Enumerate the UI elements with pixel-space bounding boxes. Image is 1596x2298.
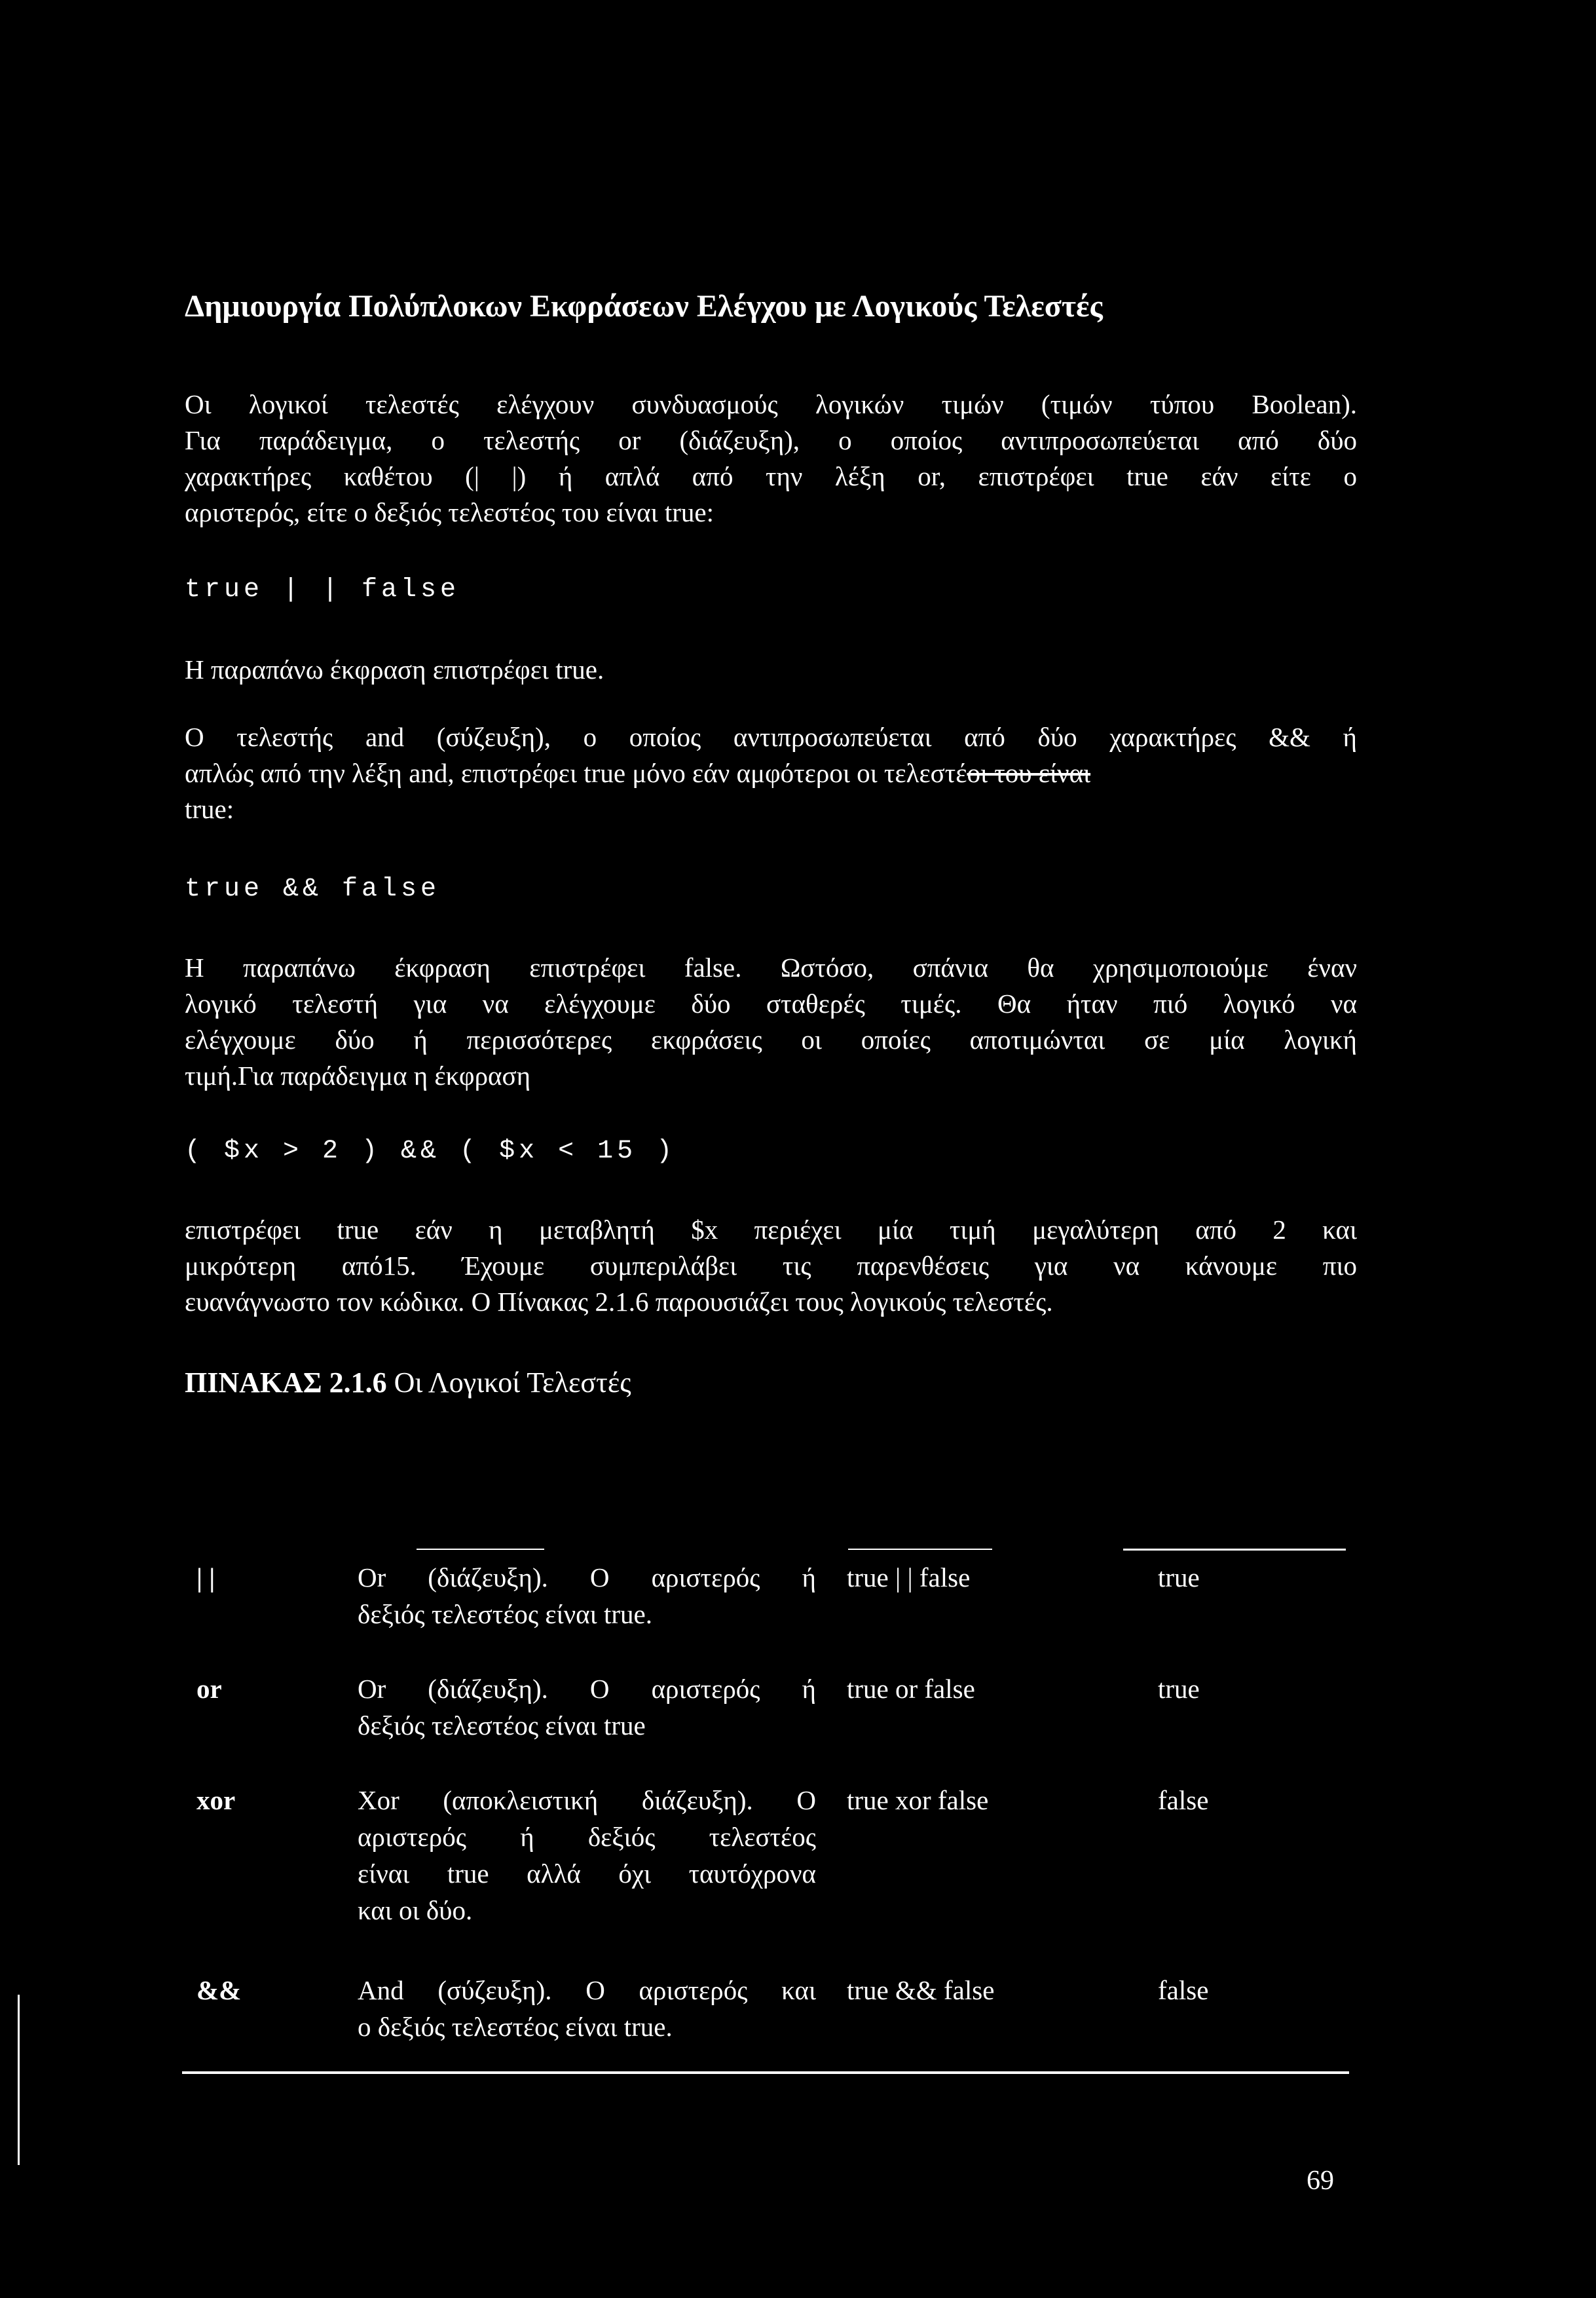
description-line: δεξιός τελεστέος είναι true xyxy=(358,1710,646,1741)
table-row-description xyxy=(358,1972,816,2045)
paragraph-line: μικρότερη από15. Έχουμε συμπεριλάβει τις παρενθέσεις για να κάνουμε πιο xyxy=(185,1251,1357,1281)
table-header-rule xyxy=(1123,1549,1346,1551)
section-heading: Δημιουργία Πολύπλοκων Εκφράσεων Ελέγχου με Λογικούς Τελεστές xyxy=(185,289,1103,324)
table-title xyxy=(185,1366,631,1399)
intro-paragraph xyxy=(185,386,1357,531)
description-line: Xor (αποκλειστική διάζευξη). Ο xyxy=(358,1785,816,1815)
paragraph-line: τιμή.Για παράδειγμα η έκφραση xyxy=(185,1061,531,1091)
description-line: αριστερός ή δεξιός τελεστέος xyxy=(358,1822,816,1852)
paragraph-line: επιστρέφει true εάν η μεταβλητή $x περιέχει μία τιμή μεγαλύτερη από 2 και xyxy=(185,1215,1357,1245)
struck-text: οι του είναι xyxy=(967,758,1091,788)
paragraph-text: απλώς από την λέξη and, επιστρέφει true μόνο εάν αμφότεροι οι xyxy=(185,758,884,788)
paragraph-line: ευανάγνωστο τον κώδικα. Ο Πίνακας 2.1.6 παρουσιάζει τους λογικούς τελεστές. xyxy=(185,1287,1053,1317)
table-row-operator: xor xyxy=(196,1785,236,1815)
paragraph-line: ελέγχουμε δύο ή περισσότερες εκφράσεις οι οποίες αποτιμώνται σε μία λογική xyxy=(185,1025,1357,1055)
description-line: είναι true αλλά όχι ταυτόχρονα xyxy=(358,1858,816,1889)
explanation-paragraph xyxy=(185,950,1357,1094)
description-line: Or (διάζευξη). Ο αριστερός ή xyxy=(358,1562,816,1592)
table-caption: Οι Λογικοί Τελεστές xyxy=(386,1366,631,1399)
table-row-description xyxy=(358,1670,816,1744)
table-row-result: true xyxy=(1158,1674,1200,1704)
paragraph-line: Για παράδειγμα, ο τελεστής or (διάζευξη), ο οποίος αντιπροσωπεύεται από δύο xyxy=(185,425,1357,455)
description-line: And (σύζευξη). Ο αριστερός και xyxy=(358,1975,816,2005)
table-row-example: true xor false xyxy=(847,1785,989,1815)
paragraph-line: λογικό τελεστή για να ελέγχουμε δύο σταθερές τιμές. Θα ήταν πιό λογικό να xyxy=(185,989,1357,1019)
table-row-operator: && xyxy=(196,1975,242,2005)
table-header-rule xyxy=(848,1549,992,1550)
table-row-result: false xyxy=(1158,1975,1209,2005)
page-number: 69 xyxy=(1307,2166,1334,2196)
table-row-operator: or xyxy=(196,1674,222,1704)
table-row-description xyxy=(358,1559,816,1632)
description-line: και οι δύο. xyxy=(358,1895,473,1925)
and-paragraph xyxy=(185,719,1357,827)
paragraph-line: Ο τελεστής and (σύζευξη), ο οποίος αντιπροσωπεύεται από δύο χαρακτήρες && ή xyxy=(185,722,1357,752)
description-line: δεξιός τελεστέος είναι true. xyxy=(358,1599,652,1629)
table-row-result: true xyxy=(1158,1562,1200,1592)
table-row-example: true or false xyxy=(847,1674,975,1704)
paragraph-line: αριστερός, είτε ο δεξιός τελεστέος του είναι true: xyxy=(185,497,714,527)
table-header-rule xyxy=(417,1549,544,1550)
code-example-range: ( $x > 2 ) && ( $x < 15 ) xyxy=(185,1137,677,1166)
table-bottom-rule xyxy=(182,2071,1349,2074)
paragraph-line: true: xyxy=(185,794,234,824)
code-example-or: true | | false xyxy=(185,575,460,605)
table-row-description xyxy=(358,1782,816,1929)
range-paragraph xyxy=(185,1212,1357,1320)
table-row-example: true | | false xyxy=(847,1562,971,1592)
margin-line xyxy=(18,1995,20,2165)
table-row-example: true && false xyxy=(847,1975,995,2005)
paragraph-line xyxy=(185,755,1357,791)
table-row-result: false xyxy=(1158,1785,1209,1815)
paragraph-line: Η παραπάνω έκφραση επιστρέφει true. xyxy=(185,654,604,685)
table-number: ΠΙΝΑΚΑΣ 2.1.6 xyxy=(185,1366,387,1399)
paragraph-line: χαρακτήρες καθέτου (| |) ή απλά από την λέξη or, επιστρέφει true εάν είτε ο xyxy=(185,461,1357,491)
description-line: Or (διάζευξη). Ο αριστερός ή xyxy=(358,1674,816,1704)
result-paragraph xyxy=(185,652,1357,688)
paragraph-text: τελεστέ xyxy=(883,758,967,788)
table-row-operator: | | xyxy=(196,1562,215,1592)
paragraph-line: Οι λογικοί τελεστές ελέγχουν συνδυασμούς λογικών τιμών (τιμών τύπου Boolean). xyxy=(185,389,1357,419)
description-line: ο δεξιός τελεστέος είναι true. xyxy=(358,2012,673,2042)
paragraph-line: Η παραπάνω έκφραση επιστρέφει false. Ωστόσο, σπάνια θα χρησιμοποιούμε έναν xyxy=(185,952,1357,983)
code-example-and: true && false xyxy=(185,875,441,904)
